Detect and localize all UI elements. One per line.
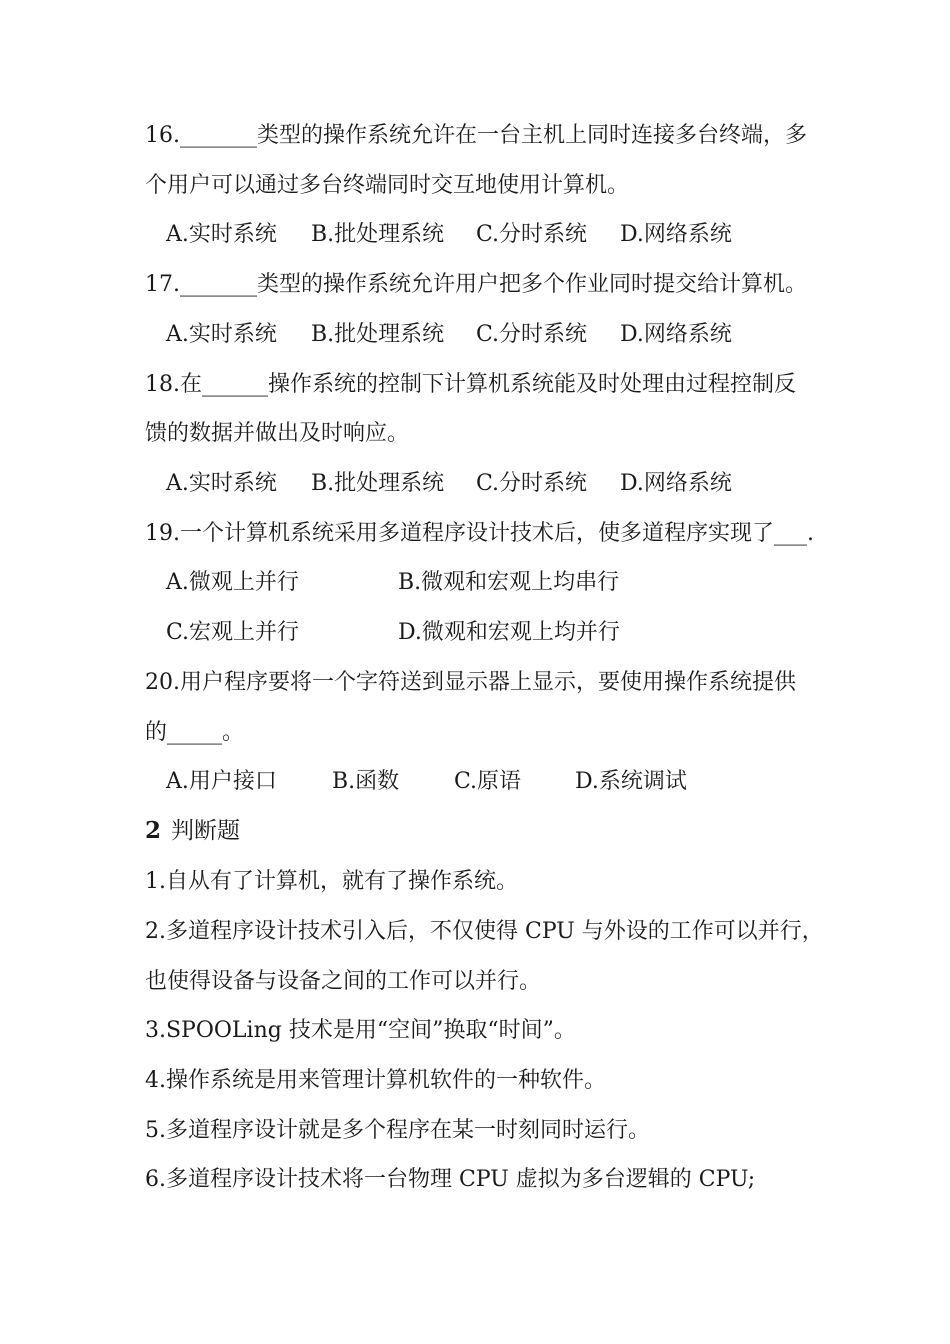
question-17-option-a: A.实时系统 [166,322,277,347]
question-16-line-1: 16._______类型的操作系统允许在一台主机上同时连接多台终端，多 [145,123,807,148]
question-19-option-b: B.微观和宏观上均串行 [398,570,620,595]
question-18-line-1: 18.在______操作系统的控制下计算机系统能及时处理由过程控制反 [145,372,796,397]
question-17-option-b: B.批处理系统 [311,322,445,347]
question-20-option-b: B.函数 [332,769,400,794]
judgment-2-line-1: 2.多道程序设计技术引入后，不仅使得 CPU 与外设的工作可以并行， [145,919,824,944]
question-18-option-d: D.网络系统 [620,471,732,496]
question-20-line-2: 的_____。 [145,720,245,745]
section-2-title: 判断题 [171,818,241,844]
section-2-number: 2 [145,817,162,844]
question-19-option-d: D.微观和宏观上均并行 [398,620,620,645]
judgment-3: 3.SPOOLing 技术是用“空间”换取“时间”。 [145,1018,576,1043]
question-18-line-2: 馈的数据并做出及时响应。 [145,421,410,446]
question-20-option-a: A.用户接口 [166,769,277,794]
question-18-option-a: A.实时系统 [166,471,277,496]
question-16-option-b: B.批处理系统 [311,222,445,247]
question-20-line-1: 20.用户程序要将一个字符送到显示器上显示，要使用操作系统提供 [145,670,796,695]
question-20-option-d: D.系统调试 [575,769,687,794]
question-16-option-d: D.网络系统 [620,222,732,247]
question-17-option-c: C.分时系统 [476,322,588,347]
question-20-option-c: C.原语 [454,769,522,794]
question-16-option-c: C.分时系统 [476,222,588,247]
question-16-line-2: 个用户可以通过多台终端同时交互地使用计算机。 [145,173,630,198]
question-18-option-c: C.分时系统 [476,471,588,496]
question-19-option-c: C.宏观上并行 [166,620,300,645]
question-17-option-d: D.网络系统 [620,322,732,347]
judgment-4: 4.操作系统是用来管理计算机软件的一种软件。 [145,1068,606,1093]
question-18-option-b: B.批处理系统 [311,471,445,496]
question-19-line-1: 19.一个计算机系统采用多道程序设计技术后，使多道程序实现了___. [145,521,814,546]
judgment-1: 1.自从有了计算机，就有了操作系统。 [145,869,518,894]
judgment-2-line-2: 也使得设备与设备之间的工作可以并行。 [145,969,542,994]
question-16-option-a: A.实时系统 [166,222,277,247]
question-19-option-a: A.微观上并行 [166,570,299,595]
question-17-line-1: 17._______类型的操作系统允许用户把多个作业同时提交给计算机。 [145,272,807,297]
judgment-6: 6.多道程序设计技术将一台物理 CPU 虚拟为多台逻辑的 CPU; [145,1167,756,1192]
judgment-5: 5.多道程序设计就是多个程序在某一时刻同时运行。 [145,1118,650,1143]
section-2-heading [145,816,240,846]
